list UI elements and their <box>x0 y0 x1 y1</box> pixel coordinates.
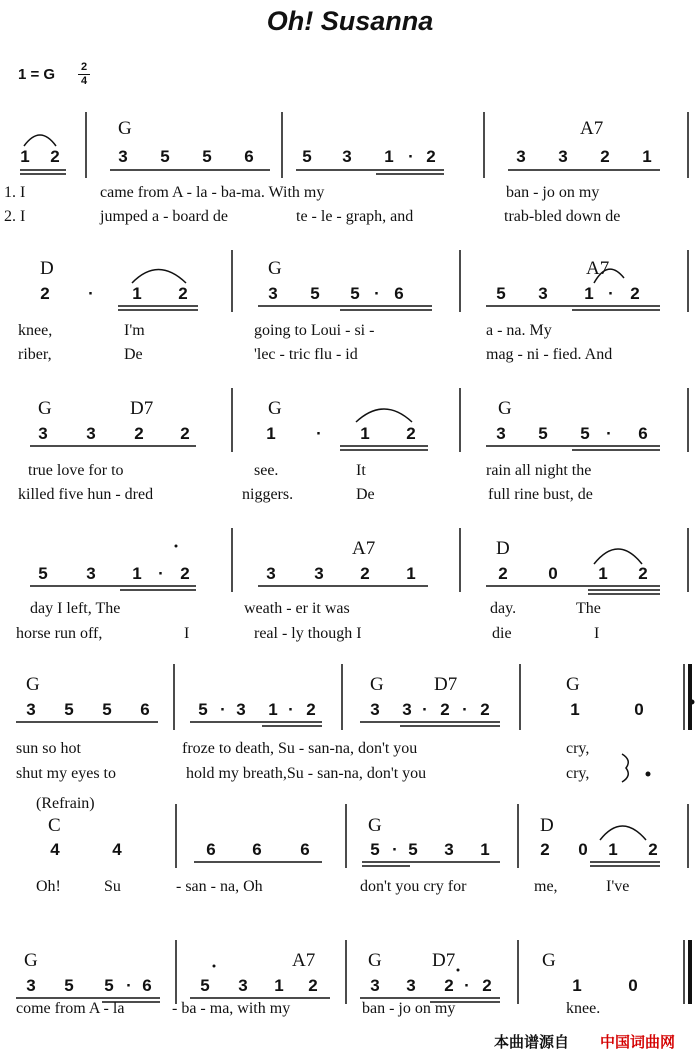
note: 2 <box>50 147 60 166</box>
lyric: going to Loui - si - <box>254 322 375 339</box>
chord-symbol: D <box>40 258 54 279</box>
note: 3 <box>26 700 36 719</box>
note: 3 <box>238 976 248 995</box>
note: 1 <box>360 424 370 443</box>
footer-source-label: 本曲谱源自 <box>494 1033 570 1051</box>
note: 1 <box>480 840 490 859</box>
lyric: 2. I <box>4 208 26 225</box>
lyric: cry, <box>566 740 590 757</box>
lyric: mag - ni - fied. And <box>486 346 613 363</box>
note: 2 <box>360 564 370 583</box>
chord-symbol: G <box>498 398 512 419</box>
footer-site-link[interactable]: 中国词曲网 <box>600 1033 676 1051</box>
note: 2 <box>498 564 508 583</box>
note: 5 <box>64 700 74 719</box>
note: 6 <box>244 147 254 166</box>
chord-symbol: G <box>38 398 52 419</box>
note: 6 <box>638 424 648 443</box>
note-dot: · <box>462 700 468 719</box>
chord-symbol: D <box>496 538 510 559</box>
note: 3 <box>118 147 128 166</box>
note-dot: · <box>422 700 428 719</box>
lyric: sun so hot <box>16 740 81 757</box>
chord-symbol: G <box>368 950 382 971</box>
chord-symbol: C <box>48 815 61 836</box>
note: 1 <box>266 424 276 443</box>
note: 2 <box>630 284 640 303</box>
lyric: came from A - la - ba-ma. With my <box>100 184 325 201</box>
note-dot: · <box>464 976 470 995</box>
lyric: full rine bust, de <box>488 486 593 503</box>
note: 2 <box>638 564 648 583</box>
note: 1 <box>268 700 278 719</box>
time-signature-bottom: 4 <box>80 75 88 87</box>
note: 6 <box>394 284 404 303</box>
note: 2 <box>648 840 658 859</box>
note-dot: · <box>158 564 164 583</box>
chord-symbol: A7 <box>586 258 610 279</box>
lyric: horse run off, <box>16 625 103 642</box>
lyric: - san - na, Oh <box>176 878 263 895</box>
note-dot: · <box>88 284 94 303</box>
note: 1 <box>274 976 284 995</box>
lyric: 1. I <box>4 184 26 201</box>
note: 3 <box>496 424 506 443</box>
lyric: real - ly though I <box>254 625 362 642</box>
lyric: I <box>184 625 190 642</box>
note: 1 <box>570 700 580 719</box>
lyric: day I left, The <box>30 600 121 617</box>
chord-symbol: G <box>118 118 132 139</box>
note: 5 <box>202 147 212 166</box>
note: 5 <box>200 976 210 995</box>
note: 3 <box>538 284 548 303</box>
note: 3 <box>444 840 454 859</box>
chord-symbol: G <box>26 674 40 695</box>
note: 1 <box>132 284 142 303</box>
lyric: De <box>356 486 375 503</box>
lyric: cry, <box>566 765 590 782</box>
note: 2 <box>540 840 550 859</box>
note: 3 <box>370 976 380 995</box>
note: 2 <box>308 976 318 995</box>
note: 1 <box>642 147 652 166</box>
lyric: knee. <box>566 1000 601 1017</box>
lyric: trab-bled down de <box>504 208 621 225</box>
note: 2 <box>306 700 316 719</box>
lyric: ban - jo on my <box>362 1000 456 1017</box>
note-dot: · <box>606 424 612 443</box>
note-dot: · <box>316 424 322 443</box>
note: 1 <box>598 564 608 583</box>
chord-symbol: D7 <box>432 950 456 971</box>
note: 2 <box>482 976 492 995</box>
note: 1 <box>406 564 416 583</box>
lyric: riber, <box>18 346 52 363</box>
note: 1 <box>608 840 618 859</box>
refrain-label: (Refrain) <box>36 795 95 812</box>
note: 3 <box>406 976 416 995</box>
lyric: hold my breath,Su - san-na, don't you <box>186 765 427 782</box>
lyric: De <box>124 346 143 363</box>
note: 0 <box>548 564 558 583</box>
note: 2 <box>444 976 454 995</box>
song-title: Oh! Susanna <box>266 6 434 36</box>
chord-symbol: D7 <box>130 398 154 419</box>
note: 3 <box>26 976 36 995</box>
note: 2 <box>40 284 50 303</box>
note: 2 <box>180 424 190 443</box>
chord-symbol: D7 <box>434 674 458 695</box>
lyric: froze to death, Su - san-na, don't you <box>182 740 418 757</box>
note-dot: · <box>392 840 398 859</box>
note: 1 <box>384 147 394 166</box>
note: 6 <box>140 700 150 719</box>
note: 5 <box>580 424 590 443</box>
note: 5 <box>302 147 312 166</box>
note: 3 <box>268 284 278 303</box>
lyric: - ba - ma, with my <box>172 1000 291 1017</box>
note: 4 <box>112 840 122 859</box>
note: 3 <box>38 424 48 443</box>
note: 3 <box>516 147 526 166</box>
note: 6 <box>252 840 262 859</box>
lyric: rain all night the <box>486 462 592 479</box>
note: 1 <box>20 147 30 166</box>
chord-symbol: D <box>540 815 554 836</box>
note: 0 <box>634 700 644 719</box>
lyric: knee, <box>18 322 53 339</box>
note-dot: · <box>288 700 294 719</box>
note: 2 <box>406 424 416 443</box>
lyric: die <box>492 625 512 642</box>
note: 5 <box>64 976 74 995</box>
chord-symbol: G <box>268 258 282 279</box>
lyric: don't you cry for <box>360 878 467 895</box>
note: 2 <box>480 700 490 719</box>
lyric: 'lec - tric flu - id <box>254 346 358 363</box>
lyric: come from A - la <box>16 1000 125 1017</box>
note-dot: · <box>374 284 380 303</box>
note: 5 <box>198 700 208 719</box>
key-signature: 1 = G <box>18 66 56 83</box>
lyric: killed five hun - dred <box>18 486 154 503</box>
note: 5 <box>408 840 418 859</box>
chord-symbol: G <box>368 815 382 836</box>
note-dot: · <box>608 284 614 303</box>
lyric: It <box>356 462 366 479</box>
note: 5 <box>310 284 320 303</box>
note: 1 <box>584 284 594 303</box>
lyric: Su <box>104 878 121 895</box>
lyric: I'm <box>124 322 145 339</box>
note-dot: · <box>408 147 414 166</box>
chord-symbol: G <box>268 398 282 419</box>
note: 1 <box>572 976 582 995</box>
note: 2 <box>178 284 188 303</box>
note: 3 <box>402 700 412 719</box>
lyric: Oh! <box>36 878 61 895</box>
note: 5 <box>370 840 380 859</box>
note: 2 <box>134 424 144 443</box>
note: 2 <box>440 700 450 719</box>
note: 2 <box>180 564 190 583</box>
note: 3 <box>558 147 568 166</box>
note-dot: · <box>220 700 226 719</box>
note: 3 <box>266 564 276 583</box>
note: 5 <box>38 564 48 583</box>
note: 6 <box>206 840 216 859</box>
note: 4 <box>50 840 60 859</box>
lyric: The <box>576 600 601 617</box>
note: 1 <box>132 564 142 583</box>
note: 3 <box>314 564 324 583</box>
lyric: I've <box>606 878 630 895</box>
note: 6 <box>142 976 152 995</box>
note: 2 <box>426 147 436 166</box>
note: 0 <box>628 976 638 995</box>
note: 2 <box>600 147 610 166</box>
lyric: niggers. <box>242 486 294 503</box>
note: 3 <box>342 147 352 166</box>
note: 5 <box>102 700 112 719</box>
chord-symbol: A7 <box>580 118 604 139</box>
time-signature-top: 2 <box>80 61 88 73</box>
chord-symbol: A7 <box>352 538 376 559</box>
note: 0 <box>578 840 588 859</box>
lyric: day. <box>490 600 517 617</box>
lyric: te - le - graph, and <box>296 208 414 225</box>
note: 5 <box>538 424 548 443</box>
lyric: ban - jo on my <box>506 184 600 201</box>
note: 5 <box>160 147 170 166</box>
chord-symbol: G <box>566 674 580 695</box>
note: 5 <box>104 976 114 995</box>
lyric: jumped a - board de <box>100 208 228 225</box>
note: 3 <box>236 700 246 719</box>
lyric: me, <box>534 878 558 895</box>
chord-symbol: G <box>542 950 556 971</box>
lyric: weath - er it was <box>244 600 350 617</box>
note: 5 <box>350 284 360 303</box>
note-dot: · <box>126 976 132 995</box>
note: 3 <box>86 564 96 583</box>
chord-symbol: G <box>24 950 38 971</box>
lyric: see. <box>254 462 279 479</box>
lyric: true love for to <box>28 462 124 479</box>
lyric: I <box>594 625 600 642</box>
note: 6 <box>300 840 310 859</box>
note: 5 <box>496 284 506 303</box>
chord-symbol: G <box>370 674 384 695</box>
note: 3 <box>86 424 96 443</box>
lyric: shut my eyes to <box>16 765 116 782</box>
lyric: a - na. My <box>486 322 552 339</box>
chord-symbol: A7 <box>292 950 316 971</box>
note: 3 <box>370 700 380 719</box>
